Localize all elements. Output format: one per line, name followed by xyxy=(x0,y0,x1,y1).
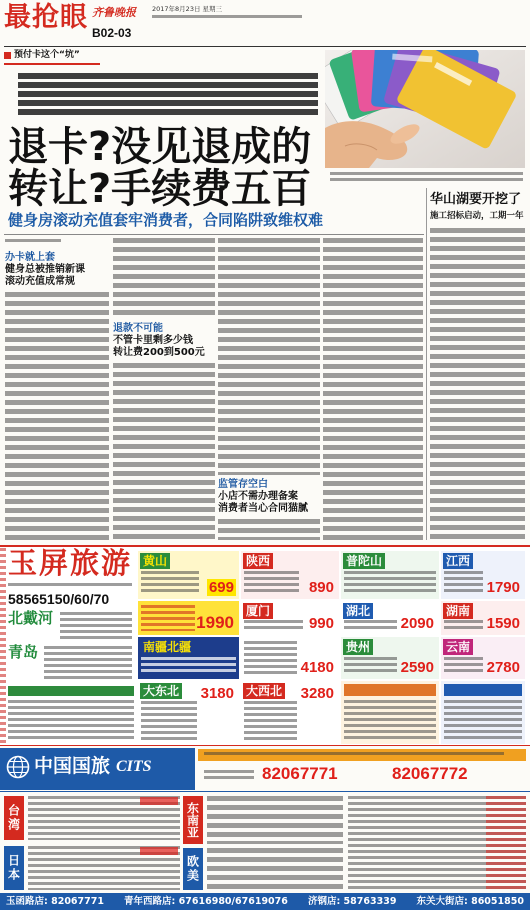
ad-cell-row3-promo xyxy=(240,636,340,680)
side-story-subtitle: 施工招标启动，工期一年 xyxy=(430,211,524,221)
cits-brand: 中国国旅 xyxy=(34,755,111,777)
ad-cell-guizhou xyxy=(340,636,440,680)
ad-cell-detail xyxy=(141,605,195,631)
side-story-body xyxy=(430,228,525,540)
ad-cell-detail xyxy=(244,701,297,740)
intro-paragraph xyxy=(18,73,318,115)
column-3-body xyxy=(218,519,320,540)
store-jigang: 济钢店: 58763339 xyxy=(307,895,397,907)
ad-cell-place: 黄山 xyxy=(140,553,170,569)
ad-cell-place: 普陀山 xyxy=(343,553,385,569)
ad-cell-xiamen xyxy=(240,600,340,636)
yuping-side-strip xyxy=(0,548,6,744)
section-2-title-2: 转让费200到500元 xyxy=(113,347,205,358)
ad-cell-detail xyxy=(444,700,522,740)
ad-cell-row4-route-2 xyxy=(440,680,526,745)
cards-in-hand-image xyxy=(325,50,525,168)
series-tag: 预付卡这个“坑” xyxy=(14,50,80,60)
ad-cell-dongbei xyxy=(137,680,240,745)
label-southeast-asia: 东南亚 xyxy=(183,796,203,844)
side-story-divider xyxy=(426,188,427,540)
cits-hotline-label xyxy=(204,770,254,779)
ad-cell-price: 4180 xyxy=(300,659,334,676)
column-2-body-top xyxy=(113,238,215,319)
ad-cell-place: 云南 xyxy=(443,639,473,655)
store-yuhan-road: 玉函路店: 82067771 xyxy=(6,895,104,907)
editor-line xyxy=(152,15,302,19)
cits-rule xyxy=(0,791,530,792)
ad-cell-shaanxi xyxy=(240,550,340,600)
yuping-phone: 58565150/60/70 xyxy=(8,591,110,607)
ad-cell-price: 3280 xyxy=(300,685,334,702)
ad-cell-price: 990 xyxy=(308,615,334,632)
cits-right-highlight xyxy=(486,796,526,890)
yuping-green-band xyxy=(8,686,134,696)
ad-cell-row4-route xyxy=(340,680,440,745)
section-1-title-1: 健身总被推销新课 xyxy=(5,264,85,275)
ad-cell-price: 2590 xyxy=(400,659,434,676)
newspaper-logo: 齐鲁晚报 xyxy=(92,6,136,19)
column-4-body xyxy=(323,238,423,540)
section-3-title-2: 消费者当心合同猫腻 xyxy=(218,503,308,514)
yuping-left-detail xyxy=(8,700,134,742)
ad-cell-hubei xyxy=(340,600,440,636)
ad-cell-detail xyxy=(141,571,199,595)
taiwan-highlight xyxy=(140,797,178,805)
ad-cell-place: 陕西 xyxy=(243,553,273,569)
ad-cell-hunan xyxy=(440,600,526,636)
series-tag-underline xyxy=(4,63,100,65)
ad-cell-price: 2090 xyxy=(400,615,434,632)
southeast-asia-routes xyxy=(207,796,343,844)
ad-cell-price: 890 xyxy=(308,579,334,596)
ad-cell-detail xyxy=(444,571,483,595)
byline xyxy=(5,239,61,245)
ad-cell-price: 3180 xyxy=(200,685,234,702)
yuping-route-1-detail xyxy=(60,612,132,642)
ad-cell-xibei xyxy=(240,680,340,745)
cits-hotline-1: 82067771 xyxy=(262,764,338,783)
body-top-rule xyxy=(4,234,424,235)
globe-icon xyxy=(6,755,30,779)
headline-line-1: 退卡?没见退成的 xyxy=(8,124,312,170)
ad-cell-detail xyxy=(444,657,483,675)
ad-cell-detail xyxy=(244,571,299,595)
section-1-kicker: 办卡就上套 xyxy=(5,252,55,263)
yuping-route-1: 北戴河 xyxy=(8,609,54,627)
ad-cell-header-bar xyxy=(444,684,522,696)
section-1-title-2: 滚动充值成常规 xyxy=(5,276,75,287)
column-3-body-top xyxy=(218,238,320,475)
section-3-kicker: 监管存空白 xyxy=(218,479,268,490)
headline-line-2: 转让?手续费五百 xyxy=(8,166,312,212)
ad-cell-putuoshan xyxy=(340,550,440,600)
ad-cell-price: 2780 xyxy=(486,659,520,676)
ad-cell-place: 厦门 xyxy=(243,603,273,619)
ad-cell-huangshan xyxy=(137,550,240,600)
japan-highlight xyxy=(140,847,178,855)
cits-hotline-2: 82067772 xyxy=(392,764,468,783)
section-3-title-1: 小店不需办理备案 xyxy=(218,491,298,502)
ad-cell-header-bar xyxy=(344,684,436,696)
ad-cell-nanjiang xyxy=(137,636,240,680)
yuping-brand: 玉屏旅游 xyxy=(8,546,133,580)
photo-caption xyxy=(330,172,523,184)
europe-america-routes xyxy=(207,848,343,890)
ad-cell-detail xyxy=(344,700,436,740)
ad-cell-detail xyxy=(344,571,436,595)
yuping-route-2-detail xyxy=(44,646,132,682)
page-code: B02-03 xyxy=(92,26,132,40)
article-photo xyxy=(325,50,525,168)
header-rule xyxy=(4,46,526,47)
ad-cell-place: 大东北 xyxy=(140,683,182,699)
ad-cell-row2-promo xyxy=(137,600,240,636)
issue-date: 2017年8月23日 星期三 xyxy=(152,5,223,13)
ad-cell-detail xyxy=(344,657,397,675)
ad-cell-place: 贵州 xyxy=(343,639,373,655)
ad-cell-detail xyxy=(244,641,297,675)
cits-brand-en: CITS xyxy=(116,758,152,775)
yuping-route-2: 青岛 xyxy=(8,643,39,661)
ad-cell-price: 1990 xyxy=(196,613,234,632)
ad-cell-detail xyxy=(141,701,197,740)
subhead: 健身房滚动充值套牢消费者，合同陷阱致维权难 xyxy=(8,211,324,229)
ad-cell-place: 大西北 xyxy=(243,683,285,699)
column-2-body xyxy=(113,363,215,540)
ad-cell-detail xyxy=(444,620,483,632)
label-japan: 日本 xyxy=(4,846,24,890)
section-2-kicker: 退款不可能 xyxy=(113,323,163,334)
ad-cell-detail xyxy=(141,657,236,675)
ad-cell-detail xyxy=(244,620,303,632)
ad-cell-price: 1790 xyxy=(486,579,520,596)
store-dongguan-street: 东关大街店: 86051850 xyxy=(416,895,524,907)
ad-cell-place: 南疆北疆 xyxy=(143,640,192,654)
column-1-body xyxy=(5,292,109,540)
side-story-title: 华山湖要开挖了 xyxy=(430,192,522,207)
store-footer xyxy=(0,893,530,910)
cits-banner-text xyxy=(204,752,504,756)
ad-cell-price: 699 xyxy=(208,579,234,596)
tag-bullet-icon xyxy=(4,52,11,59)
store-qingnian-west-road: 青年西路店: 67616980/67619076 xyxy=(124,895,288,907)
ad-cell-price: 1590 xyxy=(486,615,520,632)
ad-cell-place: 湖北 xyxy=(343,603,373,619)
label-europe-america: 欧美 xyxy=(183,848,203,890)
label-taiwan: 台湾 xyxy=(4,796,24,840)
yuping-address xyxy=(8,583,132,589)
ad-cell-jiangxi xyxy=(440,550,526,600)
ad-cell-yunnan xyxy=(440,636,526,680)
ad-cell-place: 湖南 xyxy=(443,603,473,619)
section-2-title-1: 不管卡里剩多少钱 xyxy=(113,335,193,346)
section-title: 最抢眼 xyxy=(4,2,88,33)
ad-cell-detail xyxy=(344,620,397,632)
ad-cell-place: 江西 xyxy=(443,553,473,569)
